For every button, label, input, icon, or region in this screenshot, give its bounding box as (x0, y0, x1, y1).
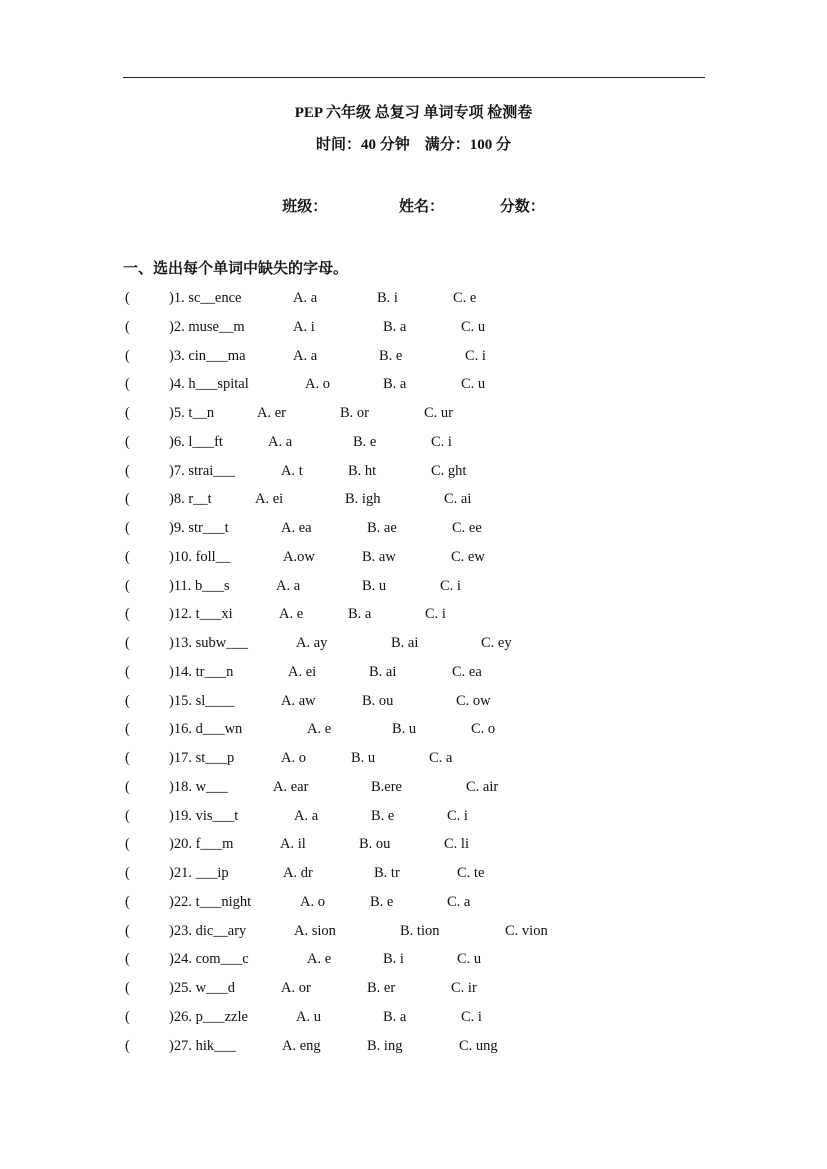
question-stem: )3. cin___ma (169, 347, 246, 364)
option-b: B. u (362, 577, 387, 594)
student-info-row (0, 195, 827, 216)
section-heading: 一、选出每个单词中缺失的字母。 (123, 261, 349, 277)
option-c: C. li (444, 836, 469, 853)
option-c: C. a (429, 750, 453, 766)
option-c: C. ow (456, 692, 491, 709)
option-b: B. a (383, 1008, 407, 1025)
option-c: C. ght (431, 462, 467, 479)
option-a: A. ear (273, 778, 309, 795)
option-c: C. i (425, 606, 446, 623)
option-a: A. o (281, 750, 306, 766)
question-stem: )25. w___d (169, 980, 236, 996)
option-b: B. aw (362, 548, 396, 565)
option-a: A. a (276, 577, 301, 594)
option-a: A. or (281, 980, 311, 996)
option-c: C. ey (481, 635, 512, 651)
question-stem: )14. tr___n (169, 663, 234, 680)
question-stem: )15. sl____ (169, 692, 235, 709)
option-b: B. igh (345, 491, 381, 508)
option-b: B. u (351, 750, 376, 766)
option-a: A. a (293, 347, 318, 364)
exam-time-score: 时间：40 分钟 满分：100 分 (315, 137, 511, 153)
option-c: C. i (431, 433, 452, 450)
option-c: C. ea (452, 663, 482, 680)
question-stem: )10. foll__ (169, 548, 231, 565)
question-stem: )11. b___s (169, 577, 230, 594)
option-c: C. i (447, 807, 468, 824)
option-b: B. ht (348, 462, 377, 479)
question-stem: )8. r__t (169, 491, 212, 508)
answer-paren: ( (125, 376, 130, 393)
option-b: B. er (367, 980, 396, 996)
answer-paren: ( (125, 491, 130, 508)
question-stem: )9. str___t (169, 520, 229, 536)
option-a: A. aw (281, 692, 316, 709)
header-rule (123, 77, 705, 78)
question-stem: )23. dic__ary (169, 922, 247, 939)
answer-paren: ( (125, 778, 130, 795)
option-a: A. ei (255, 491, 284, 508)
question-stem: )2. muse__m (169, 318, 245, 335)
answer-paren: ( (125, 1008, 130, 1025)
answer-paren: ( (125, 663, 130, 680)
option-a: A. er (257, 405, 286, 421)
option-c: C. o (471, 721, 496, 738)
option-c: C. ung (459, 1037, 498, 1054)
option-a: A. e (279, 606, 304, 623)
question-stem: )6. l___ft (169, 433, 223, 450)
option-a: A. eng (282, 1037, 321, 1054)
answer-paren: ( (125, 347, 130, 364)
answer-paren: ( (125, 721, 130, 738)
question-stem: )22. t___night (169, 893, 252, 910)
option-a: A. sion (294, 922, 336, 939)
option-b: B. i (377, 290, 398, 306)
answer-paren: ( (125, 980, 130, 996)
answer-paren: ( (125, 750, 130, 766)
question-stem: )13. subw___ (169, 635, 248, 651)
option-a: A. o (305, 376, 330, 393)
option-a: A. a (293, 290, 318, 306)
option-b: B. e (353, 433, 377, 450)
option-c: C. a (447, 893, 471, 910)
option-c: C. te (457, 865, 485, 881)
class-label: 班级： (282, 199, 328, 215)
question-stem: )21. ___ip (169, 865, 229, 881)
option-c: C. ew (451, 548, 485, 565)
option-b: B. tr (374, 865, 400, 881)
option-c: C. ee (452, 520, 482, 536)
option-c: C. ir (451, 980, 477, 996)
option-b: B. e (371, 807, 395, 824)
answer-paren: ( (125, 893, 130, 910)
option-a: A. ay (296, 635, 328, 651)
option-b: B. a (383, 318, 407, 335)
question-stem: )1. sc__ence (169, 290, 242, 306)
answer-paren: ( (125, 548, 130, 565)
answer-paren: ( (125, 865, 130, 881)
question-stem: )16. d___wn (169, 721, 243, 738)
option-c: C. air (466, 778, 499, 795)
option-c: C. u (461, 376, 486, 393)
option-b: B. ai (391, 635, 419, 651)
option-a: A. ea (281, 520, 312, 536)
answer-paren: ( (125, 462, 130, 479)
option-b: B. e (370, 893, 394, 910)
answer-paren: ( (125, 692, 130, 709)
question-stem: )17. st___p (169, 750, 235, 766)
question-stem: )12. t___xi (169, 606, 233, 623)
option-b: B.ere (371, 778, 402, 795)
option-a: A. e (307, 951, 332, 968)
option-b: B. ou (362, 692, 394, 709)
answer-paren: ( (125, 606, 130, 623)
answer-paren: ( (125, 922, 130, 939)
question-stem: )20. f___m (169, 836, 234, 853)
answer-paren: ( (125, 807, 130, 824)
option-a: A. i (293, 318, 315, 335)
option-c: C. u (457, 951, 482, 968)
option-a: A. a (268, 433, 293, 450)
option-a: A. il (280, 836, 306, 853)
answer-paren: ( (125, 635, 130, 651)
answer-paren: ( (125, 433, 130, 450)
option-a: A. a (294, 807, 319, 824)
option-c: C. i (465, 347, 486, 364)
option-a: A. e (307, 721, 332, 738)
option-b: B. ae (367, 520, 397, 536)
question-stem: )7. strai___ (169, 462, 236, 479)
option-b: B. a (383, 376, 407, 393)
name-label: 姓名： (398, 199, 444, 215)
option-b: B. e (379, 347, 403, 364)
option-b: B. ai (369, 663, 397, 680)
answer-paren: ( (125, 520, 130, 536)
answer-paren: ( (125, 1037, 130, 1054)
option-b: B. a (348, 606, 372, 623)
option-b: B. tion (400, 922, 440, 939)
question-stem: )4. h___spital (169, 376, 249, 393)
page-title: PEP 六年级 总复习 单词专项 检测卷 (294, 105, 533, 121)
question-stem: )5. t__n (169, 405, 215, 421)
answer-paren: ( (125, 405, 130, 421)
option-b: B. or (340, 405, 369, 421)
question-stem: )18. w___ (169, 778, 228, 795)
option-c: C. u (461, 318, 486, 335)
option-c: C. ai (444, 491, 472, 508)
question-stem: )26. p___zzle (169, 1008, 248, 1025)
answer-paren: ( (125, 951, 130, 968)
option-b: B. ing (367, 1037, 403, 1054)
option-a: A. o (300, 893, 325, 910)
option-a: A. dr (283, 865, 313, 881)
option-c: C. ur (424, 405, 453, 421)
question-stem: )19. vis___t (169, 807, 239, 824)
score-label: 分数： (499, 199, 545, 215)
answer-paren: ( (125, 836, 130, 853)
answer-paren: ( (125, 577, 130, 594)
option-c: C. i (461, 1008, 482, 1025)
option-b: B. i (383, 951, 404, 968)
option-a: A. ei (288, 663, 317, 680)
option-c: C. e (453, 290, 477, 306)
option-c: C. vion (505, 922, 548, 939)
option-b: B. u (392, 721, 417, 738)
option-a: A.ow (283, 548, 315, 565)
option-a: A. t (281, 462, 303, 479)
option-c: C. i (440, 577, 461, 594)
question-stem: )27. hik___ (169, 1037, 236, 1054)
question-stem: )24. com___c (169, 951, 249, 968)
option-a: A. u (296, 1008, 321, 1025)
answer-paren: ( (125, 290, 130, 306)
option-b: B. ou (359, 836, 391, 853)
answer-paren: ( (125, 318, 130, 335)
